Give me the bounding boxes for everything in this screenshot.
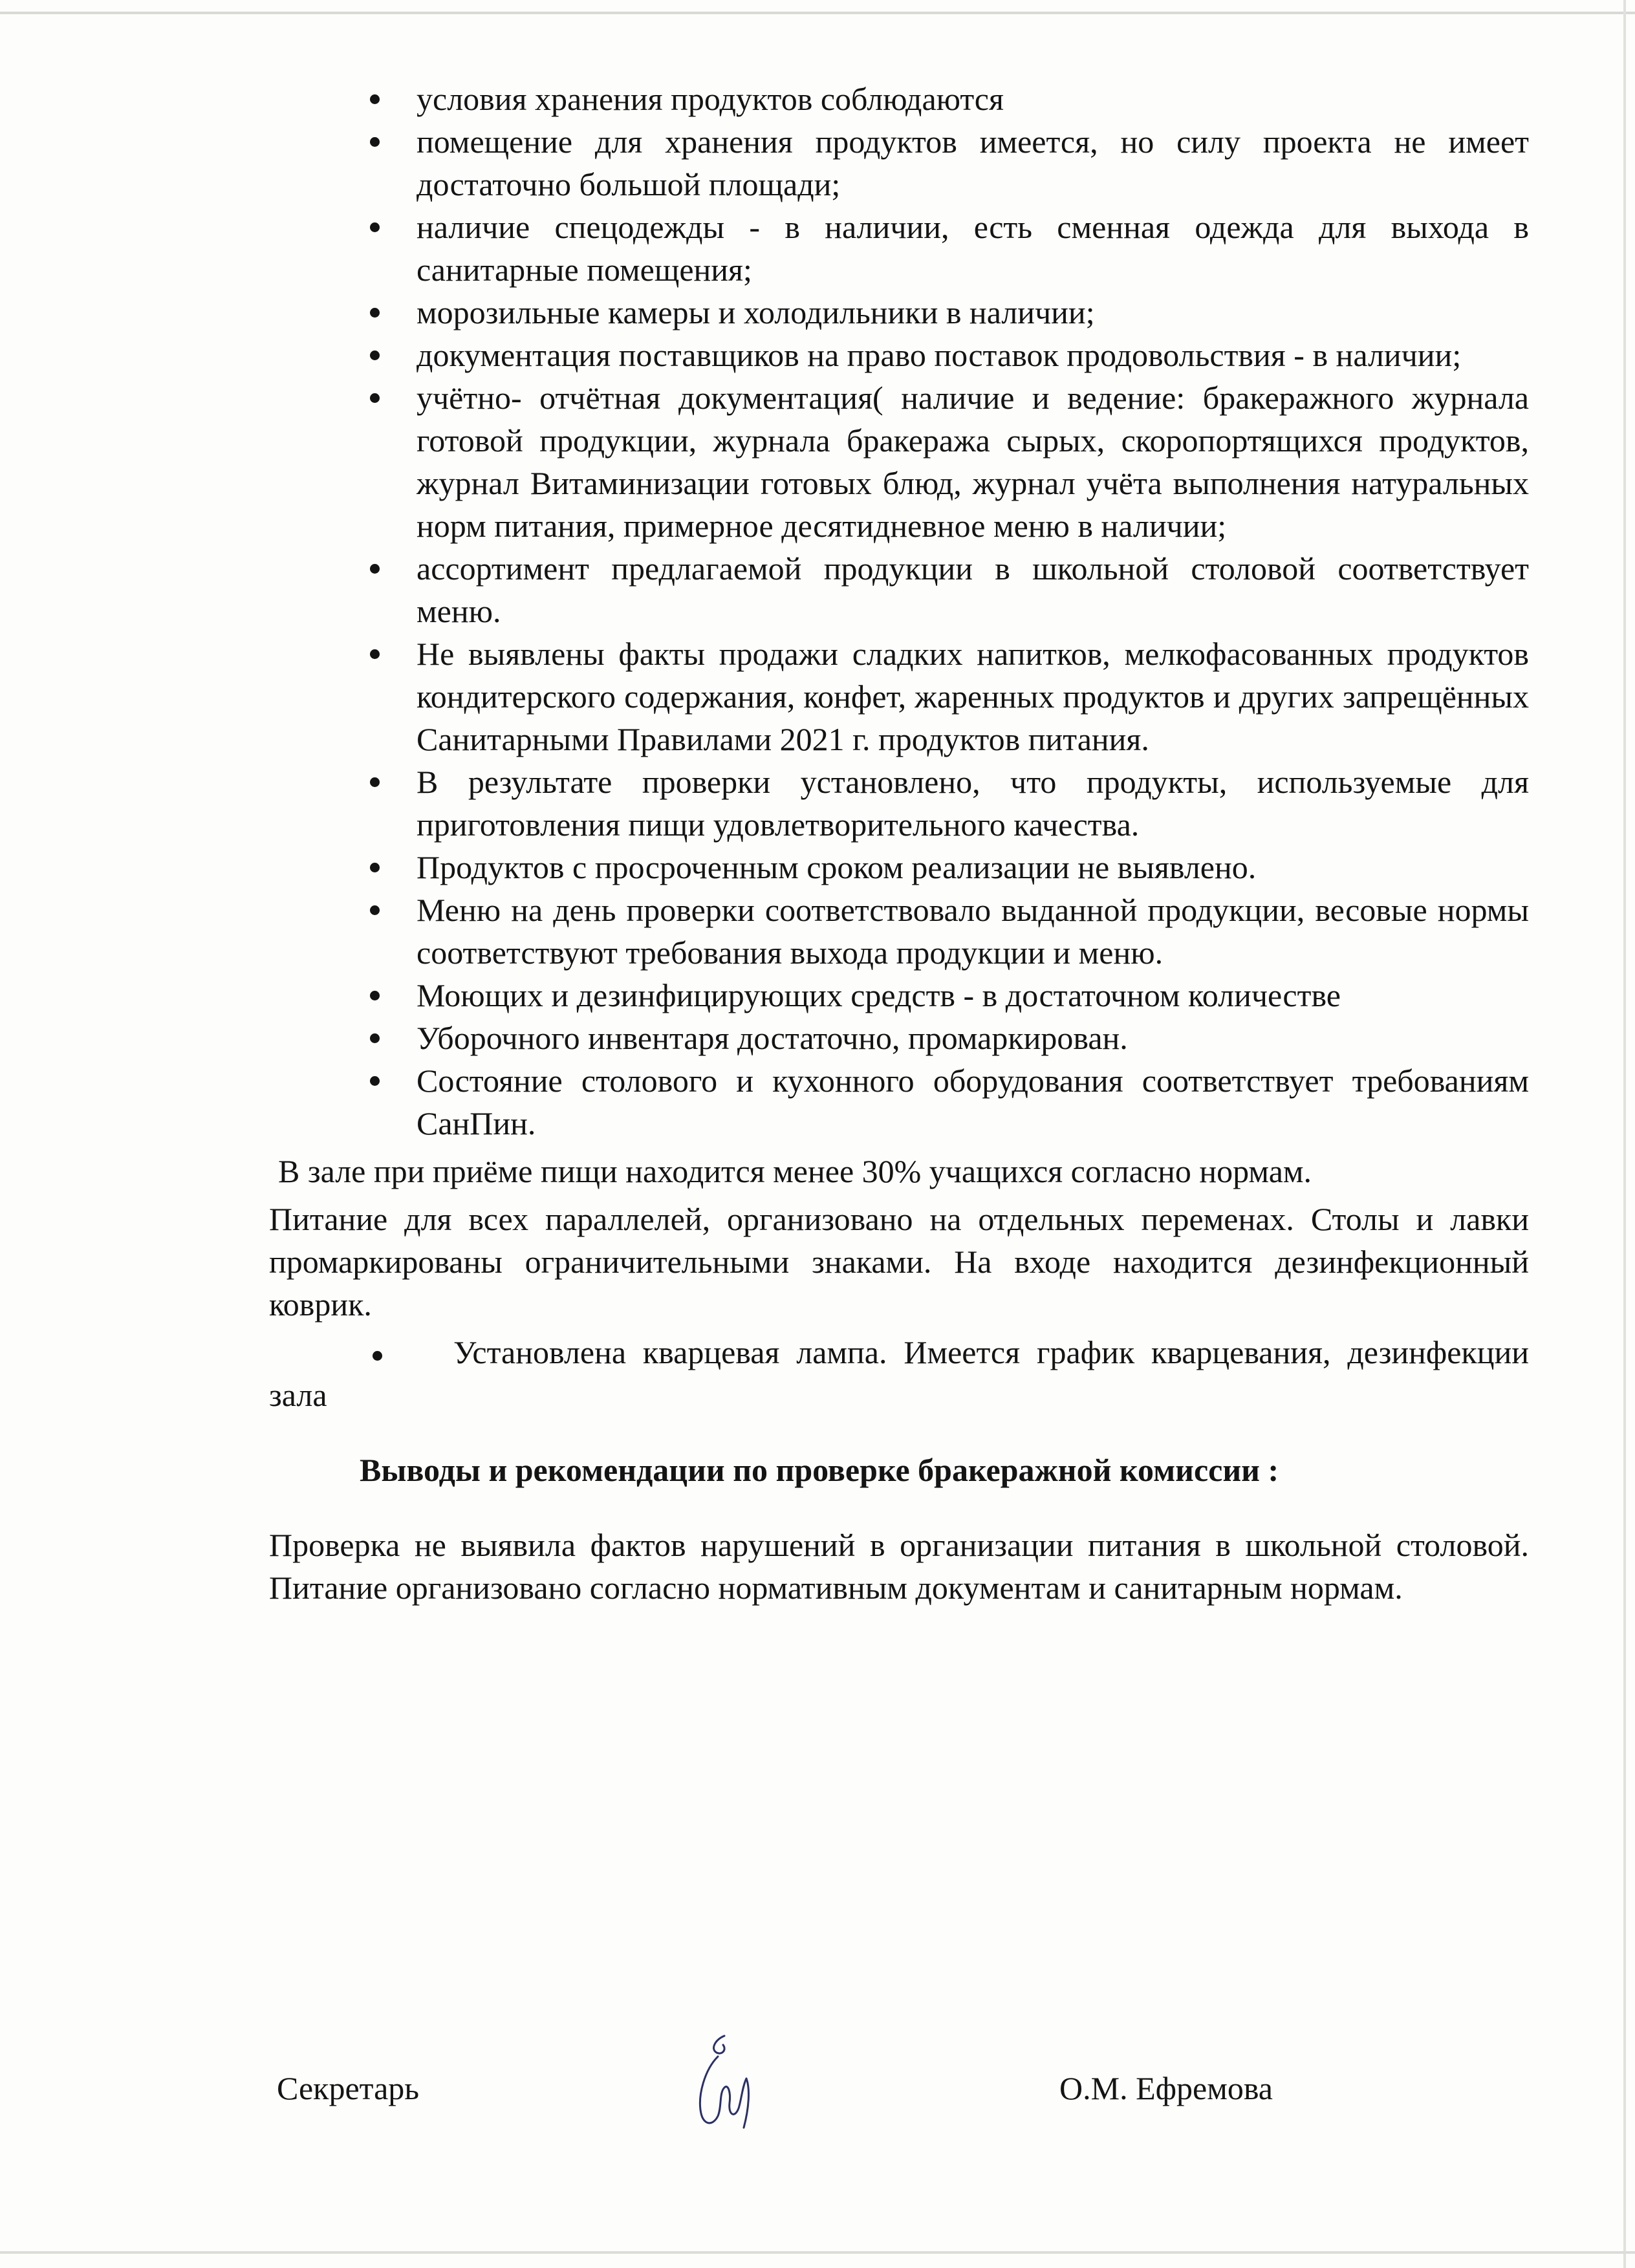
conclusion-heading: Выводы и рекомендации по проверке бракеражной комиссии : bbox=[360, 1452, 1279, 1488]
list-item bbox=[269, 846, 1529, 889]
list-item bbox=[269, 974, 1529, 1017]
list-item bbox=[269, 547, 1529, 632]
inspection-checklist bbox=[269, 78, 1529, 1145]
list-item bbox=[269, 376, 1529, 547]
bullet-icon bbox=[370, 1076, 380, 1086]
document-body bbox=[269, 78, 1529, 1641]
hall-paragraph-1: В зале при приёме пищи находится менее 30% учащихся согласно нормам. bbox=[278, 1153, 1312, 1189]
signer-role: Секретарь bbox=[277, 2070, 420, 2106]
bullet-icon bbox=[370, 222, 380, 232]
bullet-icon bbox=[370, 137, 380, 147]
quartz-lamp-text: Установлена кварцевая лампа. Имеется график кварцевания, дезинфекции зала bbox=[269, 1334, 1529, 1413]
signer-name: О.М. Ефремова bbox=[1059, 2070, 1273, 2106]
list-item bbox=[269, 291, 1529, 334]
list-item-text: морозильные камеры и холодильники в наличии; bbox=[417, 294, 1095, 330]
list-item bbox=[269, 78, 1529, 120]
handwritten-signature bbox=[679, 2031, 763, 2141]
bullet-icon bbox=[370, 905, 380, 915]
conclusion-text: Проверка не выявила фактов нарушений в организации питания в школьной столовой. Питание организовано согласно нормативным документам и санитарным нормам. bbox=[269, 1527, 1529, 1606]
scan-edge bbox=[0, 2251, 1635, 2254]
list-item bbox=[269, 334, 1529, 376]
hall-paragraph-2: Питание для всех параллелей, организовано на отдельных переменах. Столы и лавки промаркированы ограничительными знаками. На входе находится дезинфекционный коврик. bbox=[269, 1201, 1529, 1323]
list-item bbox=[269, 889, 1529, 974]
list-item bbox=[269, 761, 1529, 846]
list-item bbox=[269, 632, 1529, 761]
bullet-icon bbox=[370, 649, 380, 659]
list-item-text: ассортимент предлагаемой продукции в школьной столовой соответствует меню. bbox=[417, 550, 1529, 629]
list-item-text: Не выявлены факты продажи сладких напитков, мелкофасованных продуктов кондитерского содержания, конфет, жаренных продуктов и других запрещённых Санитарными Правилами 2021 г. продуктов питания. bbox=[417, 636, 1529, 757]
quartz-lamp-item bbox=[269, 1331, 1529, 1416]
list-item-text: документация поставщиков на право поставок продовольствия - в наличии; bbox=[417, 337, 1462, 373]
bullet-icon bbox=[370, 1033, 380, 1043]
bullet-icon bbox=[370, 777, 380, 787]
list-item-text: Меню на день проверки соответствовало выданной продукции, весовые нормы соответствуют требования выхода продукции и меню. bbox=[417, 892, 1529, 971]
list-item-text: В результате проверки установлено, что продукты, используемые для приготовления пищи удовлетворительного качества. bbox=[417, 764, 1529, 843]
list-item-text: Уборочного инвентаря достаточно, промаркирован. bbox=[417, 1020, 1128, 1056]
list-item bbox=[269, 206, 1529, 291]
list-item bbox=[269, 1017, 1529, 1059]
list-item-text: помещение для хранения продуктов имеется, но силу проекта не имеет достаточно большой площади; bbox=[417, 124, 1529, 202]
list-item bbox=[269, 120, 1529, 206]
bullet-icon bbox=[370, 351, 380, 360]
list-item-text: Продуктов с просроченным сроком реализации не выявлено. bbox=[417, 849, 1257, 885]
signature-block bbox=[277, 2067, 1273, 2125]
scan-edge bbox=[0, 12, 1635, 14]
bullet-icon bbox=[370, 991, 380, 1000]
list-item-text: условия хранения продуктов соблюдаются bbox=[417, 81, 1004, 117]
scan-edge bbox=[1623, 0, 1626, 2268]
list-item-text: Состояние столового и кухонного оборудования соответствует требованиям СанПин. bbox=[417, 1063, 1529, 1141]
bullet-icon bbox=[370, 308, 380, 318]
bullet-icon bbox=[370, 393, 380, 403]
bullet-icon bbox=[370, 94, 380, 104]
list-item bbox=[269, 1059, 1529, 1145]
bullet-icon bbox=[370, 564, 380, 574]
list-item-text: учётно- отчётная документация( наличие и ведение: бракеражного журнала готовой продукции, журнала бракеража сырых, скоропортящихся продуктов, журнал Витаминизации готовых блюд, журнал учёта выполнения натуральных норм питания, примерное десятидневное меню в наличии; bbox=[417, 380, 1529, 544]
bullet-icon bbox=[373, 1351, 382, 1361]
list-item-text: наличие спецодежды - в наличии, есть сменная одежда для выхода в санитарные помещения; bbox=[417, 209, 1529, 288]
bullet-icon bbox=[370, 863, 380, 872]
list-item-text: Моющих и дезинфицирующих средств - в достаточном количестве bbox=[417, 977, 1341, 1013]
